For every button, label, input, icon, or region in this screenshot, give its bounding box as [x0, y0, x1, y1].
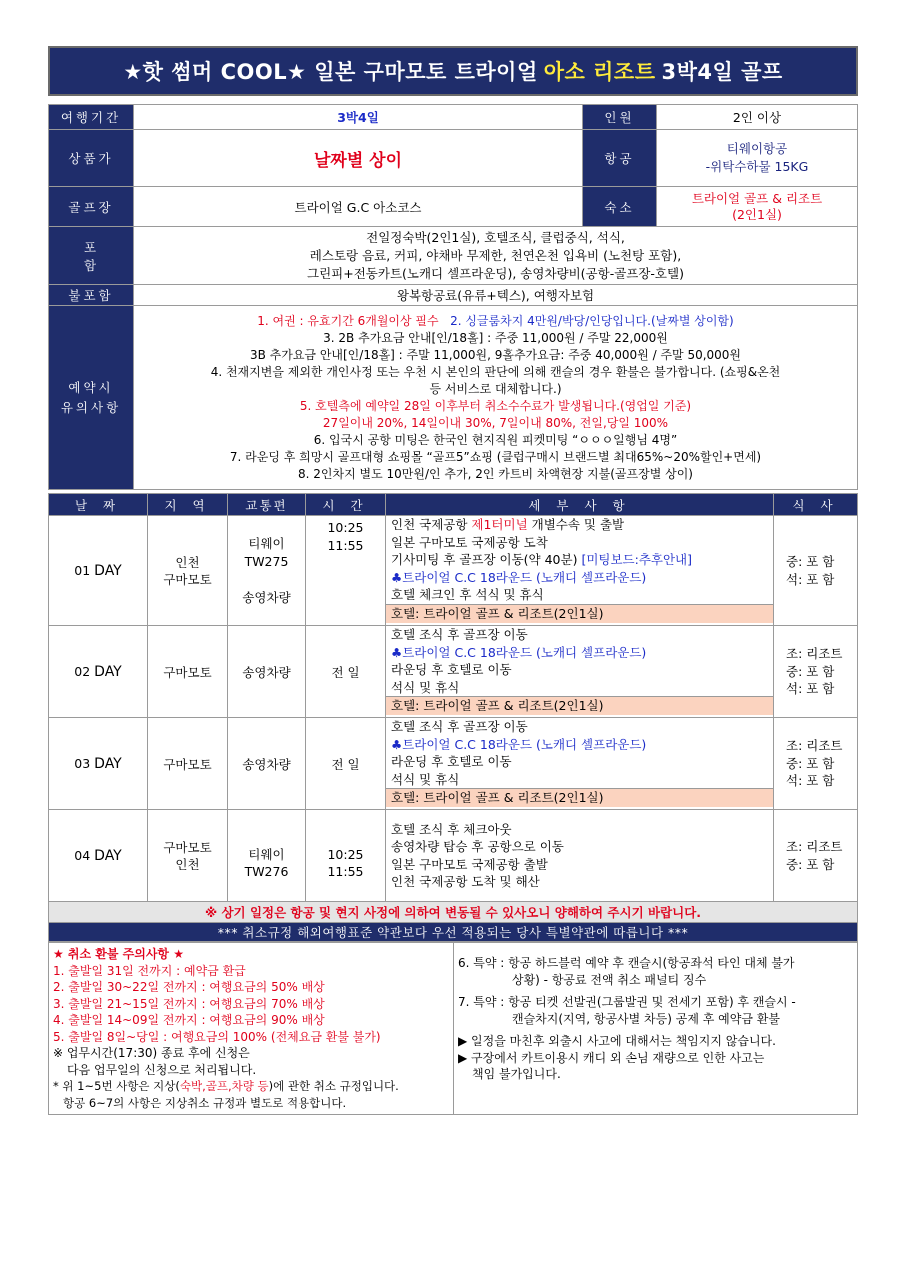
- day-region: 구마모토: [148, 718, 228, 810]
- cancel-note: 다음 업무일의 신청으로 처리됩니다.: [67, 1062, 257, 1077]
- include-line: 레스토랑 음료, 커피, 야채바 무제한, 천연온천 입욕비 (노천탕 포함),: [309, 247, 682, 263]
- exclude-value: 왕복항공료(유류+텍스), 여행자보험: [134, 285, 858, 306]
- banner-text-pre: ★핫 썸머 COOL★ 일본 구마모토 트라이얼: [123, 60, 538, 84]
- detail-line: 일본 구마모토 국제공항 도착: [391, 534, 548, 550]
- day-label: 03 DAY: [49, 718, 148, 810]
- banner-highlight: 아소 리조트: [543, 60, 656, 84]
- day-meals: 조: 리조트 중: 포 함 석: 포 함: [774, 626, 858, 718]
- header-region: 지 역: [148, 494, 228, 516]
- cancel-policy-notice: *** 취소규정 해외여행표준 약관보다 우선 적용되는 당사 특별약관에 따릅니다 ***: [49, 923, 858, 942]
- day-meals: 조: 리조트 중: 포 함: [774, 810, 858, 902]
- info-table: [48, 104, 858, 490]
- day-row: [49, 810, 858, 902]
- cancel-note: * 위 1~5번 사항은 지상(숙박,골프,차량 등)에 관한 취소 규정입니다.: [53, 1079, 399, 1093]
- special-term: 7. 특약 : 항공 티켓 선발권(그룹발권 및 전세기 포함) 후 캔슬시 -: [458, 995, 796, 1009]
- stay-line-2: (2인1실): [732, 206, 782, 222]
- day-detail: [386, 516, 774, 626]
- day-detail: [386, 810, 774, 902]
- detail-line: 라운딩 후 호텔로 이동: [391, 662, 512, 677]
- detail-line: 석식 및 휴식: [391, 679, 460, 695]
- note-item: 3B 추가요금 안내[인/18홀] : 주말 11,000원, 9홀추가요금: 주중 40,000원 / 주말 50,000원: [249, 347, 742, 362]
- day-region: 구마모토: [148, 626, 228, 718]
- detail-line: 일본 구마모토 국제공항 출발: [391, 856, 548, 872]
- banner-text-post: 3박4일 골프: [661, 60, 783, 84]
- hotel-line: 호텔: 트라이얼 골프 & 리조트(2인1실): [386, 788, 773, 807]
- period-value: 3박4일: [134, 105, 583, 130]
- cancel-note: ※ 업무시간(17:30) 종료 후에 신청은: [53, 1046, 250, 1060]
- notes-label: 예약시 유의사항: [49, 306, 134, 490]
- day-label: 04 DAY: [49, 810, 148, 902]
- golf-label: 골프장: [49, 187, 134, 227]
- note-item: 3. 2B 추가요금 안내[인/18홀] : 주중 11,000원 / 주말 22,000원: [323, 330, 668, 345]
- schedule-warning: ※ 상기 일정은 항공 및 현지 사정에 의하여 변동될 수 있사오니 양해하여 주시기 바랍니다.: [49, 902, 858, 923]
- cancel-note: 항공 6~7의 사항은 지상취소 규정과 별도로 적용합니다.: [63, 1095, 347, 1110]
- detail-line: 송영차량 탑승 후 공항으로 이동: [391, 839, 564, 854]
- page-banner: [48, 46, 858, 96]
- cancel-left: [49, 943, 454, 1115]
- stay-value: [657, 187, 858, 227]
- detail-line: ♣트라이얼 C.C 18라운드 (노캐디 셀프라운드): [391, 736, 647, 752]
- day-meals: 중: 포 함 석: 포 함: [774, 516, 858, 626]
- day-label: 01 DAY: [49, 516, 148, 626]
- note-item: 8. 2인차지 별도 10만원/인 추가, 2인 카트비 차액현장 지불(골프장별 상이): [298, 466, 693, 481]
- include-label: 포 함: [49, 227, 134, 285]
- day-detail: [386, 626, 774, 718]
- cancel-item: 2. 출발일 30~22일 전까지 : 여행요금의 50% 배상: [53, 980, 325, 994]
- air-value: [657, 130, 858, 187]
- day-time: 10:25 11:55: [306, 516, 386, 626]
- detail-line: 호텔 조식 후 골프장 이동: [391, 627, 528, 642]
- day-meals: 조: 리조트 중: 포 함 석: 포 함: [774, 718, 858, 810]
- price-value: 날짜별 상이: [134, 130, 583, 187]
- detail-line: ♣트라이얼 C.C 18라운드 (노캐디 셀프라운드): [391, 569, 647, 585]
- special-term: ▶ 일정을 마친후 외출시 사고에 대해서는 책임지지 않습니다.: [458, 1034, 776, 1048]
- schedule-table: [48, 493, 858, 942]
- notes-list: [134, 306, 858, 490]
- hotel-line: 호텔: 트라이얼 골프 & 리조트(2인1실): [386, 696, 773, 715]
- detail-line: 기사미팅 후 골프장 이동(약 40분) [미팅보드:추후안내]: [391, 552, 693, 567]
- detail-line: ♣트라이얼 C.C 18라운드 (노캐디 셀프라운드): [391, 644, 647, 660]
- detail-line: 인천 국제공항 제1터미널 개별수속 및 출발: [391, 517, 625, 532]
- header-detail: 세 부 사 항: [386, 494, 774, 516]
- cancel-right: [454, 943, 858, 1115]
- day-time: 전 일: [306, 626, 386, 718]
- special-term: 책임 불가입니다.: [472, 1067, 561, 1081]
- day-transport: 티웨이 TW276: [228, 810, 306, 902]
- detail-line: 석식 및 휴식: [391, 771, 460, 787]
- cancel-item: 5. 출발일 8일~당일 : 여행요금의 100% (전체요금 환불 불가): [53, 1029, 381, 1044]
- cancel-title: ★ 취소 환불 주의사항 ★: [53, 947, 184, 961]
- people-label: 인원: [583, 105, 657, 130]
- special-term: 6. 특약 : 항공 하드블럭 예약 후 캔슬시(항공좌석 타인 대체 불가: [458, 956, 795, 970]
- air-line-2: -위탁수하물 15KG: [705, 159, 809, 174]
- day-row: [49, 626, 858, 718]
- stay-label: 숙소: [583, 187, 657, 227]
- detail-line: 호텔 조식 후 골프장 이동: [391, 719, 528, 734]
- special-term: 상황) - 항공료 전액 취소 패널티 징수: [512, 972, 707, 987]
- golf-value: 트라이얼 G.C 아소코스: [134, 187, 583, 227]
- day-transport: 송영차량: [228, 718, 306, 810]
- note-item: 27일이내 20%, 14일이내 30%, 7일이내 80%, 전일,당일 100%: [322, 415, 669, 430]
- day-label: 02 DAY: [49, 626, 148, 718]
- special-term: 캔슬차지(지역, 항공사별 차등) 공제 후 예약금 환불: [512, 1011, 780, 1026]
- day-time: 전 일: [306, 718, 386, 810]
- detail-line: 인천 국제공항 도착 및 해산: [391, 874, 540, 889]
- stay-line-1: 트라이얼 골프 & 리조트: [691, 190, 823, 206]
- special-term: ▶ 구장에서 카트이용시 캐디 외 손님 재량으로 인한 사고는: [458, 1050, 765, 1065]
- cancel-item: 1. 출발일 31일 전까지 : 예약금 환급: [53, 963, 246, 978]
- note-item: 4. 천재지변을 제외한 개인사정 또는 우천 시 본인의 판단에 의해 캔슬의 경우 환불은 불가합니다. (쇼핑&온천: [210, 364, 781, 379]
- note-item: 2. 싱글룸차지 4만원/박당/인당입니다.(날짜별 상이함): [450, 313, 734, 328]
- day-transport: 티웨이 TW275 송영차량: [228, 516, 306, 626]
- detail-line: 라운딩 후 호텔로 이동: [391, 754, 512, 769]
- exclude-label: 불포함: [49, 285, 134, 306]
- day-detail: [386, 718, 774, 810]
- period-label: 여행기간: [49, 105, 134, 130]
- header-meal: 식 사: [774, 494, 858, 516]
- note-item: 6. 입국시 공항 미팅은 한국인 현지직원 피켓미팅 “ㅇㅇㅇ일행님 4명”: [313, 432, 678, 447]
- note-item: 1. 여권 : 유효기간 6개월이상 필수: [257, 313, 439, 328]
- cancel-item: 4. 출발일 14~09일 전까지 : 여행요금의 90% 배상: [53, 1013, 325, 1027]
- header-time: 시 간: [306, 494, 386, 516]
- people-value: 2인 이상: [657, 105, 858, 130]
- note-item: 등 서비스로 대체합니다.): [429, 381, 562, 396]
- note-item: 5. 호텔측에 예약일 28일 이후부터 취소수수료가 발생됩니다.(영업일 기준): [299, 398, 692, 413]
- day-row: [49, 516, 858, 626]
- cancel-item: 3. 출발일 21~15일 전까지 : 여행요금의 70% 배상: [53, 996, 325, 1011]
- day-transport: 송영차량: [228, 626, 306, 718]
- header-transport: 교통편: [228, 494, 306, 516]
- header-date: 날 짜: [49, 494, 148, 516]
- include-value: [134, 227, 858, 285]
- detail-line: 호텔 조식 후 체크아웃: [391, 821, 512, 837]
- include-line: 전일정숙박(2인1실), 호텔조식, 클럽중식, 석식,: [366, 229, 625, 245]
- day-row: [49, 718, 858, 810]
- day-region: 구마모토 인천: [148, 810, 228, 902]
- price-label: 상품가: [49, 130, 134, 187]
- air-line-1: 티웨이항공: [726, 141, 788, 156]
- detail-line: 호텔 체크인 후 석식 및 휴식: [391, 587, 544, 602]
- day-time: 10:25 11:55: [306, 810, 386, 902]
- day-region: 인천 구마모토: [148, 516, 228, 626]
- include-line: 그린피+전동카트(노캐디 셀프라운딩), 송영차량비(공항-골프장-호텔): [307, 265, 684, 281]
- hotel-line: 호텔: 트라이얼 골프 & 리조트(2인1실): [386, 604, 773, 623]
- air-label: 항공: [583, 130, 657, 187]
- cancel-table: [48, 942, 858, 1115]
- note-item: 7. 라운딩 후 희망시 골프대형 쇼핑몰 “골프5”쇼핑 (클럽구매시 브랜드별 최대65%~20%할인+면세): [229, 449, 762, 464]
